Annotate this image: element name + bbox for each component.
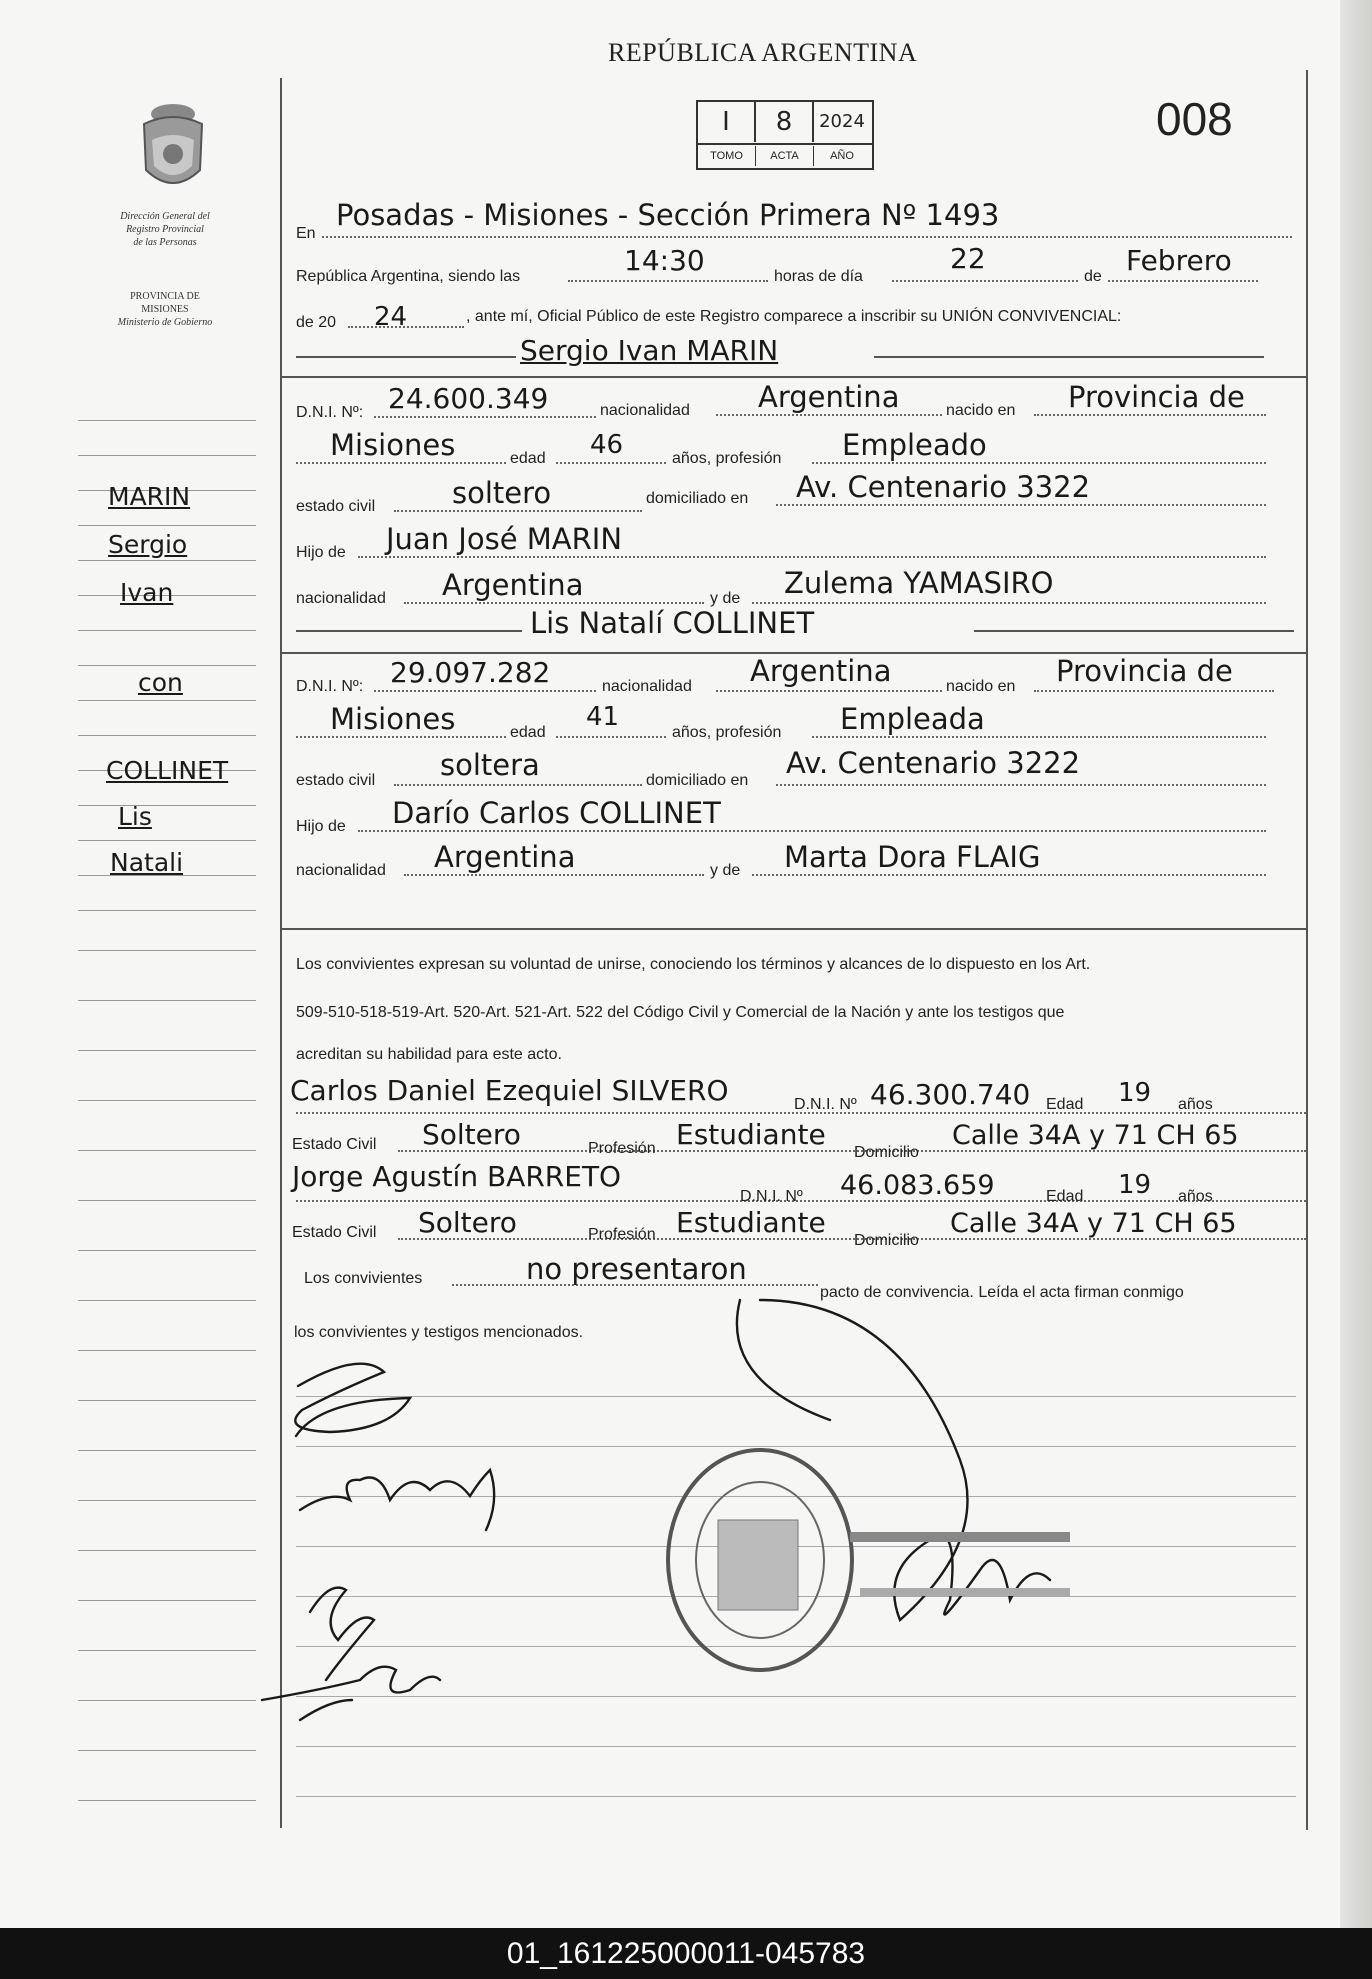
witness2-dni: 46.083.659 <box>840 1170 995 1201</box>
tomo-label: TOMO <box>698 146 756 166</box>
pact-value: no presentaron <box>526 1252 747 1286</box>
de-label: de <box>1084 268 1102 285</box>
cohabitants-label: Los convivientes <box>304 1270 423 1287</box>
dni-label: D.N.I. Nº: <box>296 678 364 695</box>
witness1-dni: 46.300.740 <box>870 1078 1031 1111</box>
signature-1 <box>295 1364 410 1436</box>
signature-3 <box>310 1588 374 1680</box>
witness2-name: Jorge Agustín BARRETO <box>292 1160 622 1193</box>
person2-nationality: Argentina <box>750 654 892 688</box>
year-prefix: de 20 <box>296 314 337 331</box>
margin-firstname-1: Sergio <box>108 530 188 559</box>
civil-status-label: Estado Civil <box>292 1136 377 1153</box>
pact-text: pacto de convivencia. Leída el acta firman conmigo <box>820 1284 1184 1301</box>
address-label: domiciliado en <box>646 772 749 789</box>
age-label: Edad <box>1046 1188 1084 1205</box>
province-line-1: PROVINCIA DE <box>130 291 200 302</box>
person1-parents-nationality: Argentina <box>442 568 584 602</box>
month-value: Febrero <box>1126 244 1232 277</box>
profession-label: años, profesión <box>672 724 782 741</box>
person1-born-line1: Provincia de <box>1068 380 1245 414</box>
years-label: años <box>1178 1096 1213 1113</box>
person2-address: Av. Centenario 3222 <box>786 746 1081 780</box>
age-label: Edad <box>1046 1096 1084 1113</box>
nationality-label: nacionalidad <box>602 678 692 695</box>
declaration-line-3: acreditan su habilidad para este acto. <box>296 1046 562 1063</box>
person2-civil-status: soltera <box>440 748 540 782</box>
en-label: En <box>296 225 316 242</box>
age-label: edad <box>510 724 546 741</box>
margin-surname-1: MARIN <box>108 482 191 511</box>
signature-4 <box>262 1667 440 1720</box>
margin-middlename-1: Ivan <box>120 578 174 607</box>
office-line-1: Dirección General del <box>120 211 210 222</box>
address-label: Domicilio <box>854 1144 919 1161</box>
witness1-civil-status: Soltero <box>422 1118 521 1151</box>
office-line-2: Registro Provincial <box>126 224 204 235</box>
witness1-address: Calle 34A y 71 CH 65 <box>952 1120 1239 1151</box>
and-of-label: y de <box>710 590 741 607</box>
child-of-label: Hijo de <box>296 544 346 561</box>
dni-label: D.N.I. Nº <box>740 1188 803 1205</box>
person2-name: Lis Natalí COLLINET <box>530 606 815 640</box>
person2-dni: 29.097.282 <box>390 656 551 689</box>
person2-profession: Empleada <box>840 702 985 736</box>
day-value: 22 <box>950 242 986 275</box>
acta-number: 008 <box>1156 93 1233 145</box>
witness2-profession: Estudiante <box>676 1206 826 1239</box>
address-label: domiciliado en <box>646 490 749 507</box>
person2-mother: Marta Dora FLAIG <box>784 840 1041 874</box>
born-label: nacido en <box>946 678 1016 695</box>
acta-label: ACTA <box>756 146 814 166</box>
person1-name: Sergio Ivan MARIN <box>520 334 779 367</box>
witness2-civil-status: Soltero <box>418 1206 517 1239</box>
child-of-label: Hijo de <box>296 818 346 835</box>
person2-parents-nationality: Argentina <box>434 840 576 874</box>
official-seal <box>668 1450 1070 1670</box>
person1-age: 46 <box>590 430 624 460</box>
acta-value: 8 <box>756 102 814 142</box>
person2-father: Darío Carlos COLLINET <box>392 796 721 830</box>
year-suffix-value: 24 <box>374 302 408 332</box>
witness2-address: Calle 34A y 71 CH 65 <box>950 1208 1237 1239</box>
address-label: Domicilio <box>854 1232 919 1249</box>
profession-label: Profesión <box>588 1226 656 1243</box>
witness1-profession: Estudiante <box>676 1118 826 1151</box>
country-title: REPÚBLICA ARGENTINA <box>608 38 918 67</box>
and-of-label: y de <box>710 862 741 879</box>
time-value: 14:30 <box>624 244 705 277</box>
signature-2 <box>300 1470 494 1530</box>
margin-firstname-2: Lis <box>118 802 152 831</box>
dni-label: D.N.I. Nº: <box>296 404 364 421</box>
margin-connector: con <box>138 668 183 697</box>
witness2-age: 19 <box>1118 1170 1152 1200</box>
person1-civil-status: soltero <box>452 476 552 510</box>
republica-label: República Argentina, siendo las <box>296 268 521 285</box>
ante-text: , ante mí, Oficial Público de este Registro comparece a inscribir su UNIÓN CONVIVENCIAL: <box>466 308 1122 325</box>
person1-born-line2: Misiones <box>330 428 456 462</box>
province-line-3: Ministerio de Gobierno <box>117 317 213 328</box>
parents-nationality-label: nacionalidad <box>296 862 386 879</box>
parents-nationality-label: nacionalidad <box>296 590 386 607</box>
place-value: Posadas - Misiones - Sección Primera Nº 1493 <box>336 198 1000 232</box>
margin-middlename-2: Natali <box>110 848 184 877</box>
born-label: nacido en <box>946 402 1016 419</box>
age-label: edad <box>510 450 546 467</box>
years-label: años <box>1178 1188 1213 1205</box>
profession-label: Profesión <box>588 1140 656 1157</box>
person2-born-line2: Misiones <box>330 702 456 736</box>
person1-dni: 24.600.349 <box>388 382 549 415</box>
margin-surname-2: COLLINET <box>106 756 229 785</box>
declaration-line-1: Los convivientes expresan su voluntad de unirse, conociendo los términos y alcances de lo dispuesto en los Art. <box>296 956 1091 973</box>
witness1-name: Carlos Daniel Ezequiel SILVERO <box>290 1074 729 1107</box>
person1-profession: Empleado <box>842 428 987 462</box>
dni-label: D.N.I. Nº <box>794 1096 857 1113</box>
person1-address: Av. Centenario 3322 <box>796 470 1091 504</box>
profession-label: años, profesión <box>672 450 782 467</box>
person1-mother: Zulema YAMASIRO <box>784 566 1054 600</box>
person2-age: 41 <box>586 702 620 732</box>
civil-status-label: Estado Civil <box>292 1224 377 1241</box>
closing-line-2: los convivientes y testigos mencionados. <box>294 1324 584 1341</box>
tomo-value: I <box>698 102 756 142</box>
civil-status-label: estado civil <box>296 498 376 515</box>
witness1-age: 19 <box>1118 1078 1152 1108</box>
horas-label: horas de día <box>774 268 863 285</box>
person2-born-line1: Provincia de <box>1056 654 1233 688</box>
civil-status-label: estado civil <box>296 772 376 789</box>
person1-father: Juan José MARIN <box>386 522 623 556</box>
person1-nationality: Argentina <box>758 380 900 414</box>
declaration-line-2: 509-510-518-519-Art. 520-Art. 521-Art. 522 del Código Civil y Comercial de la Nación y ante los testigos que <box>296 1004 1065 1021</box>
anio-value: 2024 <box>819 111 865 132</box>
office-line-3: de las Personas <box>133 237 197 248</box>
nationality-label: nacionalidad <box>600 402 690 419</box>
anio-label: AÑO <box>830 150 854 162</box>
barcode-text: 01_161225000011-045783 <box>0 1928 1372 1979</box>
province-line-2: MISIONES <box>141 304 189 315</box>
